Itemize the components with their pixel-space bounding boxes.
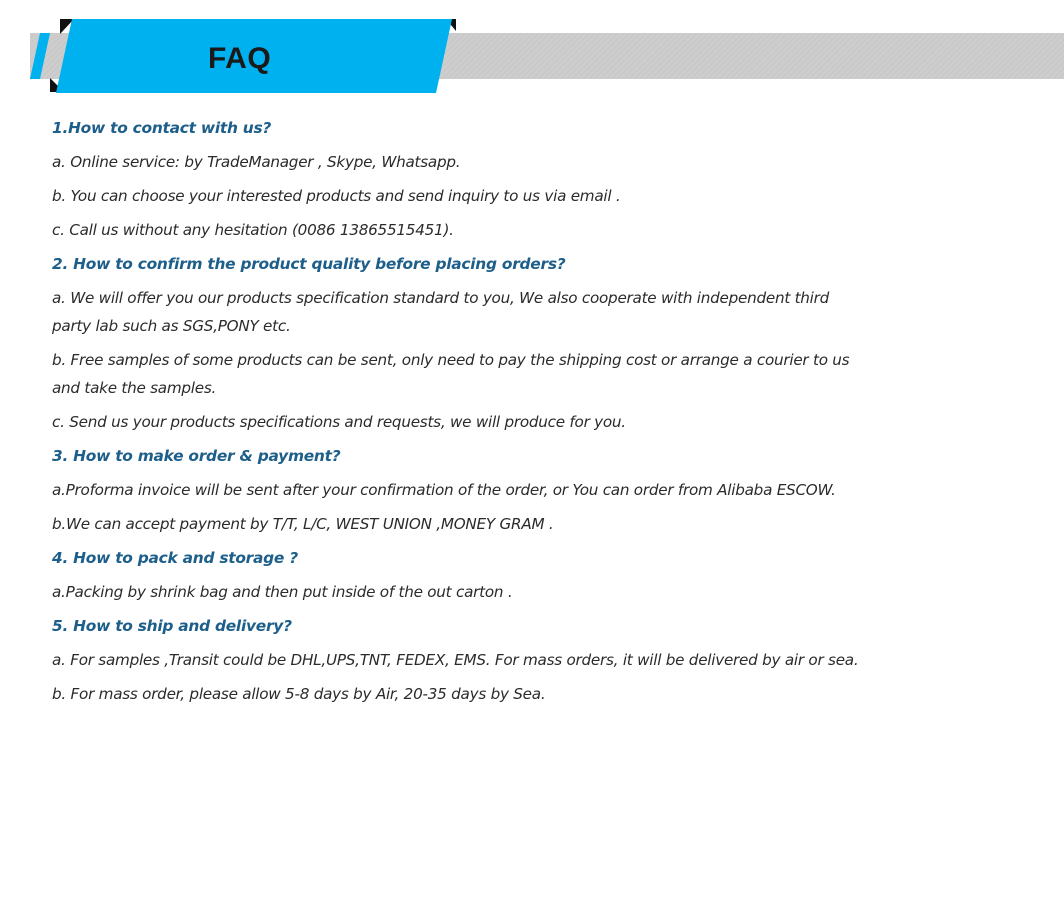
- faq-section-payment: [52, 446, 1042, 534]
- faq-question: 2. How to confirm the product quality before placing orders?: [52, 255, 566, 273]
- faq-answer-continued: party lab such as SGS,PONY etc.: [52, 317, 291, 335]
- banner-graphic: [0, 0, 1064, 110]
- faq-answer-continued: and take the samples.: [52, 379, 217, 397]
- faq-answer: a.Proforma invoice will be sent after your confirmation of the order, or You can order from Alibaba ESCOW.: [52, 481, 836, 499]
- faq-question: 5. How to ship and delivery?: [52, 617, 292, 635]
- page-title: FAQ: [208, 42, 272, 75]
- faq-answer: b. You can choose your interested products and send inquiry to us via email .: [52, 187, 621, 205]
- faq-section-quality: [52, 254, 1042, 432]
- faq-answer: b. Free samples of some products can be sent, only need to pay the shipping cost or arrange a courier to us: [52, 351, 850, 369]
- faq-question: 3. How to make order & payment?: [52, 447, 341, 465]
- faq-answer: a. Online service: by TradeManager , Skype, Whatsapp.: [52, 153, 461, 171]
- faq-answer: c. Call us without any hesitation (0086 13865515451).: [52, 221, 454, 239]
- faq-answer: a. For samples ,Transit could be DHL,UPS,TNT, FEDEX, EMS. For mass orders, it will be delivered by air or sea.: [52, 651, 859, 669]
- faq-section-contact: [52, 118, 1042, 240]
- faq-answer: b. For mass order, please allow 5-8 days by Air, 20-35 days by Sea.: [52, 685, 546, 703]
- faq-question: 4. How to pack and storage ?: [52, 549, 298, 567]
- faq-banner: [0, 0, 1064, 110]
- faq-list: [52, 118, 1042, 718]
- faq-section-packing: [52, 548, 1042, 602]
- faq-section-shipping: [52, 616, 1042, 704]
- faq-answer: a.Packing by shrink bag and then put inside of the out carton .: [52, 583, 513, 601]
- faq-question: 1.How to contact with us?: [52, 119, 272, 137]
- faq-answer: a. We will offer you our products specification standard to you, We also cooperate with independent third: [52, 289, 830, 307]
- faq-answer: b.We can accept payment by T/T, L/C, WEST UNION ,MONEY GRAM .: [52, 515, 554, 533]
- faq-answer: c. Send us your products specifications and requests, we will produce for you.: [52, 413, 626, 431]
